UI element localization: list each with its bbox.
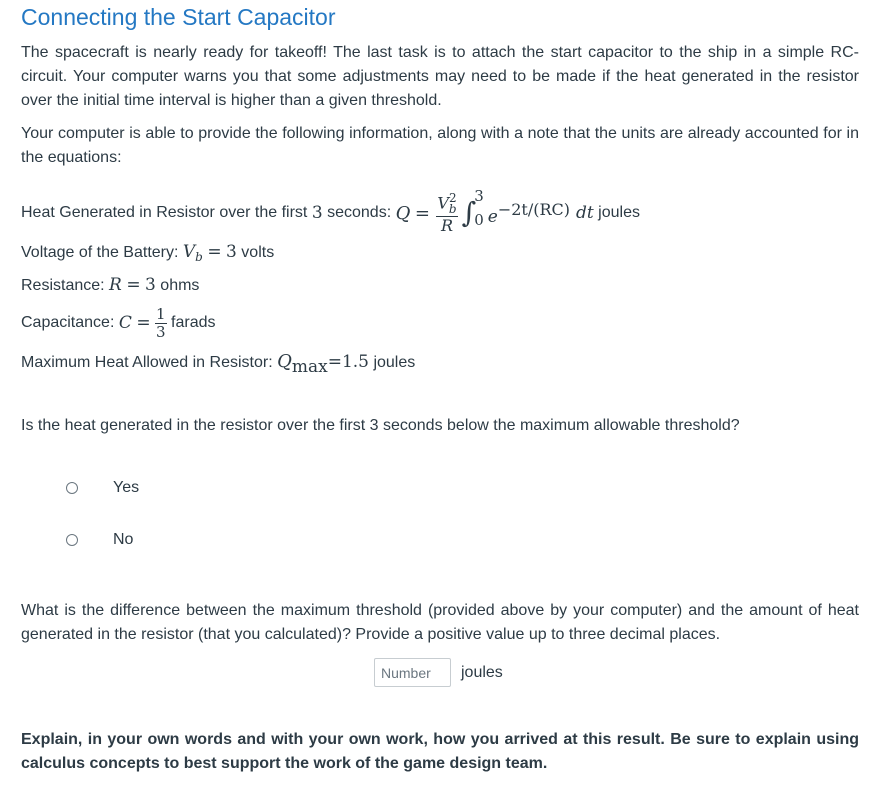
capacitance-row bbox=[21, 303, 215, 343]
voltage-row bbox=[21, 242, 274, 264]
info-intro-paragraph: Your computer is able to provide the following information, along with a note that the units are already accounted for in the equations: bbox=[21, 125, 859, 166]
capacitance-unit: farads bbox=[171, 314, 216, 331]
heat-integral bbox=[461, 187, 484, 229]
heat-seconds-value: 3 bbox=[311, 203, 323, 223]
page-title: Connecting the Start Capacitor bbox=[21, 4, 336, 30]
integral-sign-icon: ∫ bbox=[461, 196, 477, 229]
heat-label-post: seconds: bbox=[327, 204, 392, 221]
capacitance-var: C bbox=[118, 313, 132, 333]
max-heat-sub: max bbox=[291, 357, 328, 377]
max-heat-value: 1.5 bbox=[341, 352, 369, 372]
heat-eq: = bbox=[414, 202, 430, 224]
question-1: Is the heat generated in the resistor over the first 3 seconds below the maximum allowable threshold? bbox=[21, 417, 740, 434]
max-heat-eq: = bbox=[327, 352, 342, 372]
heat-fraction bbox=[436, 190, 457, 235]
heat-label-pre: Heat Generated in Resistor over the first bbox=[21, 204, 308, 221]
option-no[interactable] bbox=[66, 531, 133, 549]
max-heat-row bbox=[21, 351, 416, 377]
heat-num-var: V bbox=[437, 193, 449, 212]
answer-unit: joules bbox=[461, 663, 503, 681]
capacitance-num: 1 bbox=[156, 304, 166, 323]
heat-exponent: −2t/(RC) bbox=[497, 199, 570, 219]
capacitance-label: Capacitance: bbox=[21, 314, 115, 331]
resistance-row bbox=[21, 275, 199, 295]
max-heat-unit: joules bbox=[373, 354, 416, 371]
heat-fraction-denominator: R bbox=[440, 215, 453, 235]
heat-num-sub: b bbox=[448, 201, 457, 216]
heat-num-sup: 2 bbox=[448, 190, 457, 205]
heat-dt: dt bbox=[576, 203, 594, 223]
max-heat-var: Q bbox=[277, 351, 292, 372]
voltage-var: V bbox=[182, 242, 196, 262]
voltage-value: 3 bbox=[226, 242, 237, 262]
max-heat-label: Maximum Heat Allowed in Resistor: bbox=[21, 354, 273, 371]
heat-unit: joules bbox=[598, 204, 640, 221]
capacitance-fraction bbox=[155, 304, 167, 341]
resistance-unit: ohms bbox=[160, 277, 200, 294]
option-yes[interactable] bbox=[66, 479, 139, 497]
question-2: What is the difference between the maximum threshold (provided above by your computer) and the amount of heat generated in the resistor (that you calculated)? Provide a positive value up to three decimal places. bbox=[21, 602, 859, 643]
integral-upper: 3 bbox=[474, 187, 484, 205]
heat-var: Q bbox=[395, 202, 411, 224]
heat-equation-row bbox=[21, 178, 640, 248]
voltage-label: Voltage of the Battery: bbox=[21, 244, 179, 261]
intro-paragraph: The spacecraft is nearly ready for takeoff! The last task is to attach the start capacitor to the ship in a simple RC-circuit. Your computer warns you that some adjustments may need to be made if the heat generated in the resistor over the initial time interval is higher than a given threshold. bbox=[21, 44, 859, 109]
radio-no[interactable] bbox=[66, 534, 78, 546]
capacitance-eq: = bbox=[136, 313, 151, 333]
capacitance-den: 3 bbox=[156, 322, 166, 341]
resistance-value: 3 bbox=[145, 275, 156, 295]
resistance-var: R bbox=[109, 275, 122, 295]
heat-fraction-numerator bbox=[436, 190, 457, 217]
voltage-eq: = bbox=[207, 242, 222, 262]
resistance-eq: = bbox=[126, 275, 141, 295]
radio-yes[interactable] bbox=[66, 482, 78, 494]
heat-exp-base: e bbox=[487, 207, 498, 227]
voltage-unit: volts bbox=[241, 244, 275, 261]
option-yes-label[interactable]: Yes bbox=[113, 479, 140, 496]
option-no-label[interactable]: No bbox=[113, 531, 134, 548]
voltage-sub: b bbox=[195, 250, 203, 265]
answer-row bbox=[374, 658, 503, 687]
answer-number-input[interactable] bbox=[374, 658, 451, 687]
integral-lower: 0 bbox=[474, 211, 484, 229]
explain-instructions: Explain, in your own words and with your own work, how you arrived at this result. Be sure to explain using calculus concepts to best support the work of the game design team. bbox=[21, 731, 859, 772]
resistance-label: Resistance: bbox=[21, 277, 105, 294]
